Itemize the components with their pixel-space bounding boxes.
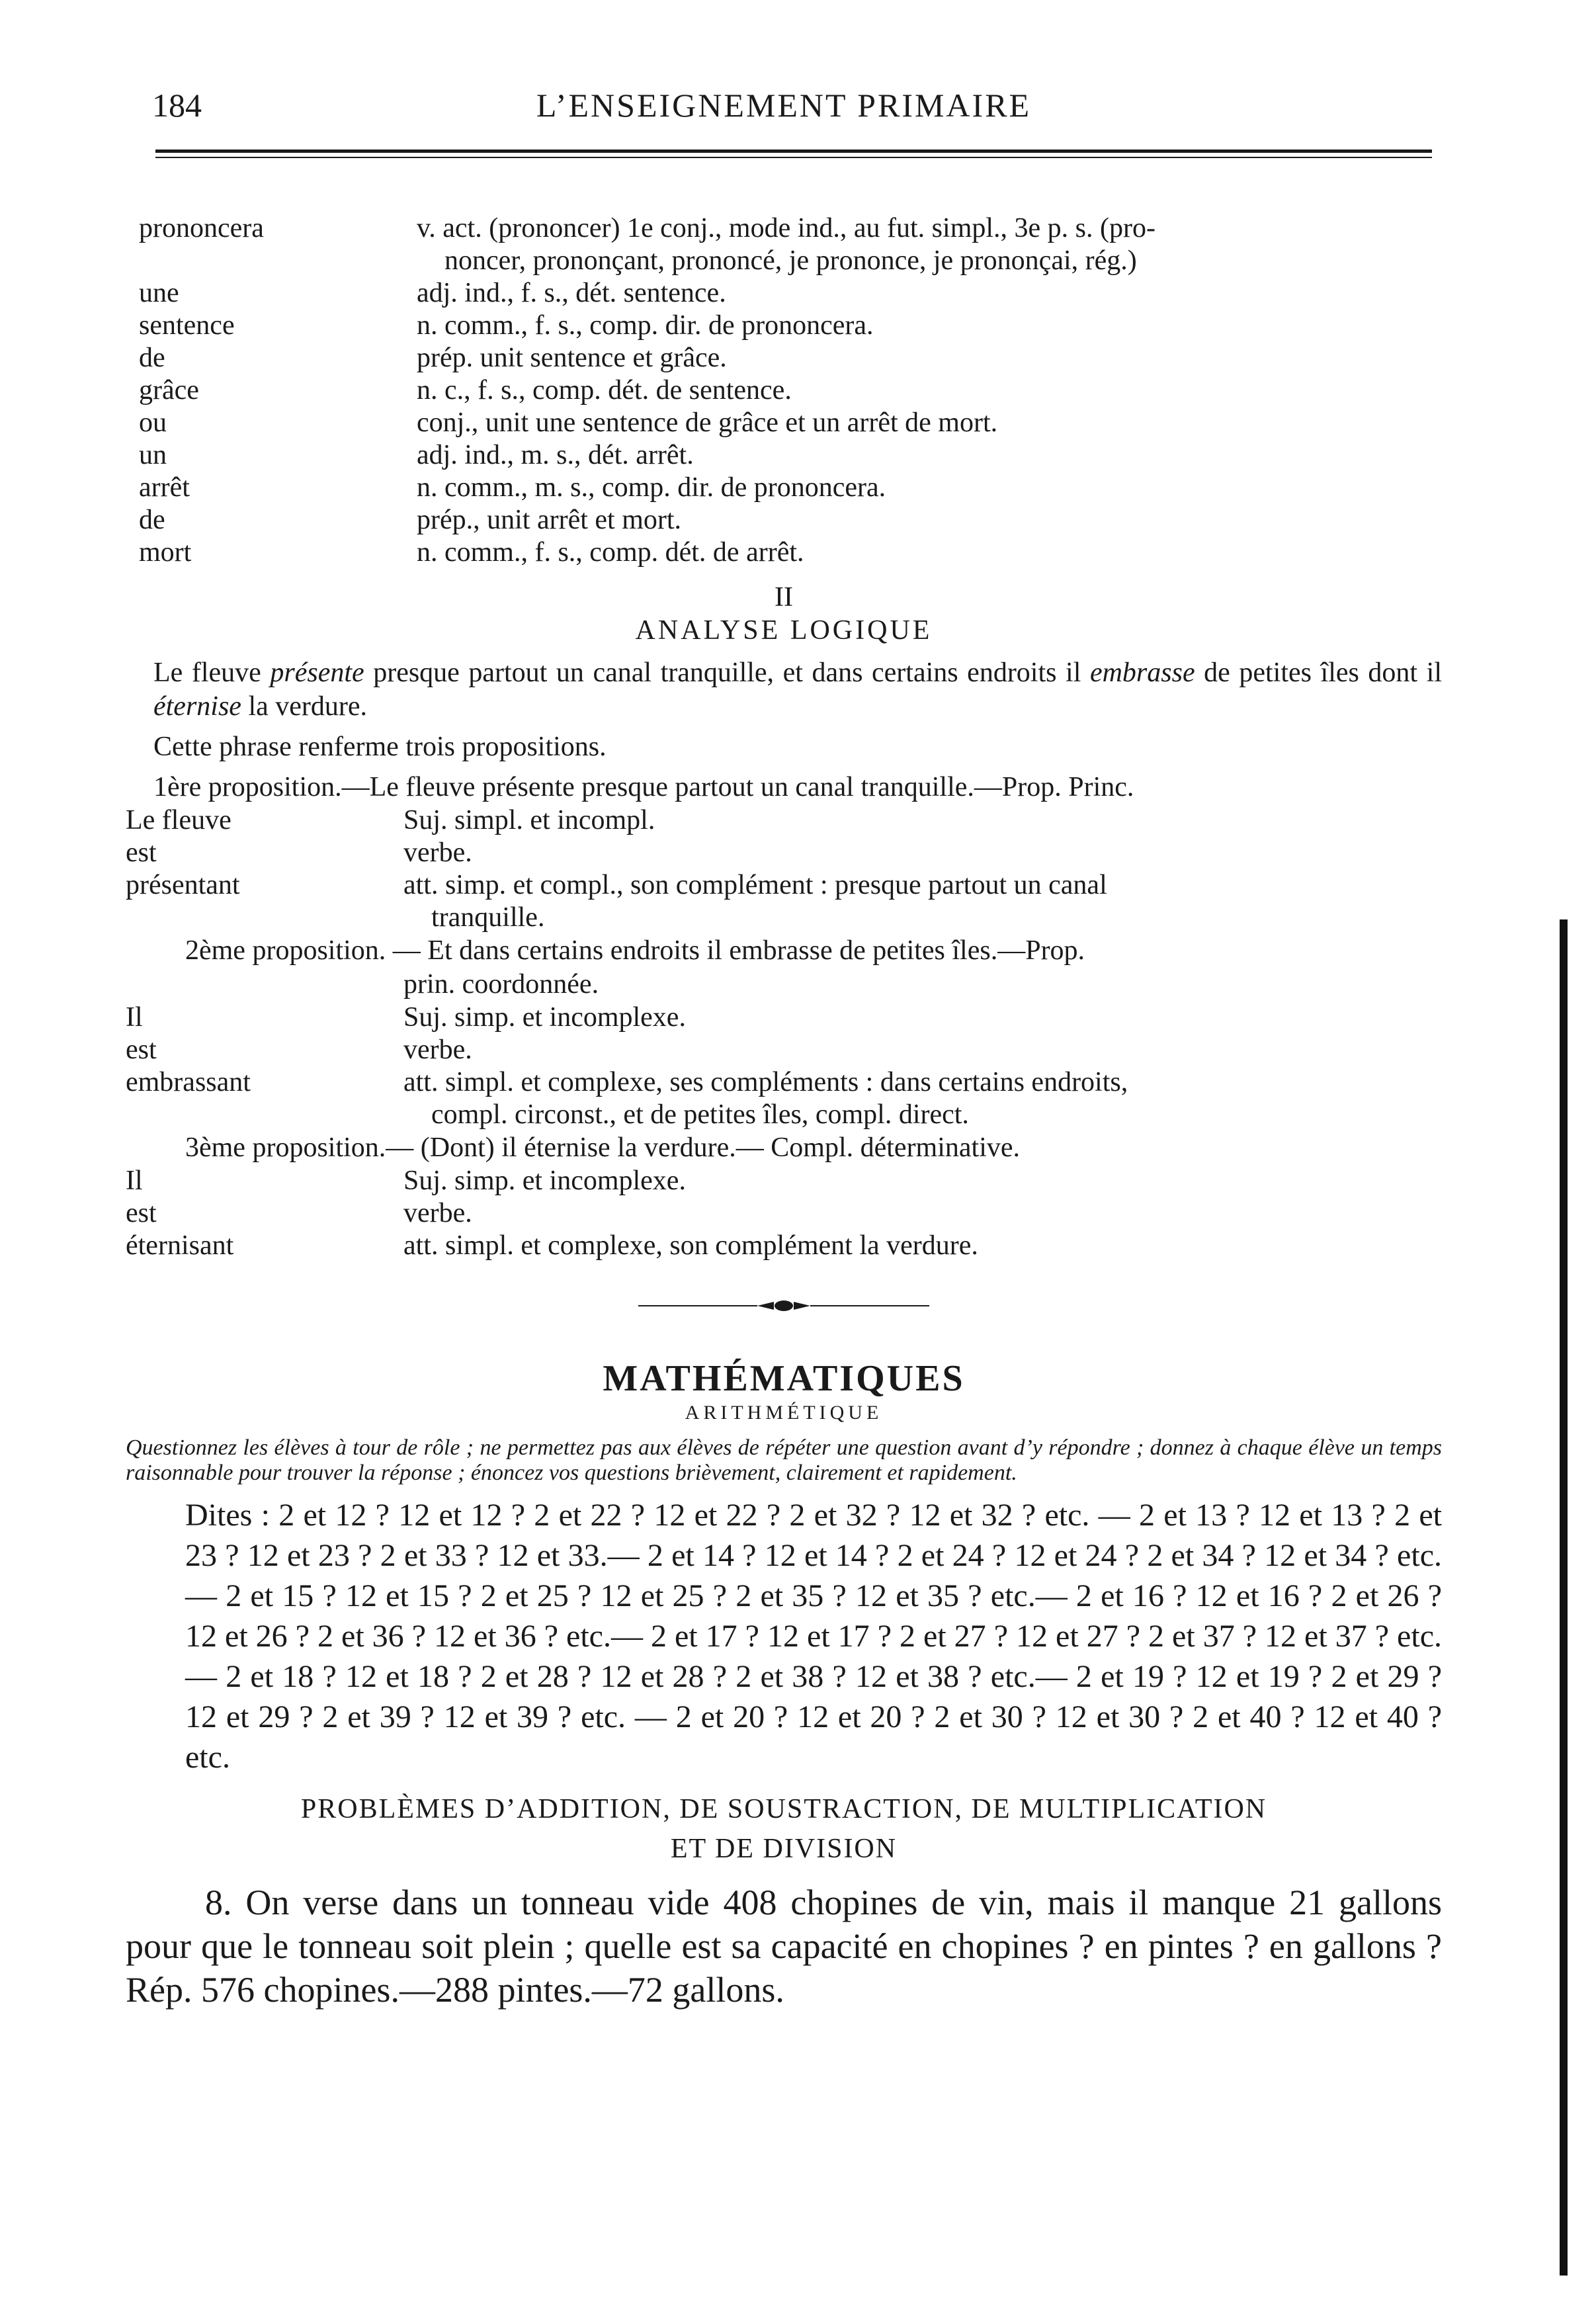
row-description: verbe. bbox=[403, 1198, 472, 1228]
row-description: n. comm., m. s., comp. dir. de prononcera. bbox=[417, 472, 886, 503]
analysis-row bbox=[139, 536, 1442, 569]
proposition-3: 3ème proposition.— (Dont) il éternise la verdure.— Compl. déterminative. bbox=[185, 1132, 1021, 1163]
row-description: verbe. bbox=[403, 1035, 472, 1065]
running-title: L’ENSEIGNEMENT PRIMAIRE bbox=[536, 87, 1032, 124]
row-word: Il bbox=[126, 1002, 143, 1033]
row-description: n. c., f. s., comp. dét. de sentence. bbox=[417, 375, 792, 405]
analysis-row bbox=[139, 212, 1442, 245]
analysis-row bbox=[126, 1197, 1442, 1230]
sentence-part: la verdure. bbox=[241, 691, 368, 722]
problem-8: 8. On verse dans un tonneau vide 408 chopines de vin, mais il manque 21 gallons pour que le tonneau soit plein ; quelle est sa capacité en chopines ? en pintes ? en gallons ? Rép. 576 chopines.—288 pintes.—72 gallons. bbox=[126, 1883, 1442, 2010]
page-number: 184 bbox=[152, 87, 202, 124]
grammar-analysis bbox=[139, 212, 1442, 569]
row-description: Suj. simp. et incomplexe. bbox=[403, 1166, 686, 1196]
row-word: ou bbox=[139, 407, 167, 438]
math-instructions: Questionnez les élèves à tour de rôle ; ne permettez pas aux élèves de répéter une question avant d’y répondre ; donnez à chaque élève un temps raisonnable pour trouver la réponse ; énoncez vos questions brièvement, clairement et rapidement. bbox=[126, 1435, 1442, 1485]
row-description: prép. unit sentence et grâce. bbox=[417, 343, 727, 373]
analysis-row bbox=[126, 1066, 1442, 1099]
row-description: Suj. simp. et incomplexe. bbox=[403, 1002, 686, 1033]
math-title: MATHÉMATIQUES bbox=[603, 1358, 965, 1399]
math-subtitle: ARITHMÉTIQUE bbox=[685, 1402, 883, 1424]
sentence-verb: éternise bbox=[153, 691, 241, 722]
row-description: noncer, prononçant, prononcé, je prononce, je prononçai, rég.) bbox=[444, 245, 1137, 276]
row-description: v. act. (prononcer) 1e conj., mode ind., au fut. simpl., 3e p. s. (pro- bbox=[417, 213, 1155, 243]
analysis-sentence bbox=[126, 656, 1442, 724]
row-word: est bbox=[126, 1035, 157, 1065]
row-word: prononcera bbox=[139, 213, 264, 243]
row-word bbox=[126, 1099, 403, 1131]
analysis-row bbox=[126, 1099, 1442, 1131]
analysis-row bbox=[126, 1034, 1442, 1066]
section-numeral: II bbox=[775, 582, 793, 613]
row-description: verbe. bbox=[403, 837, 472, 868]
row-description: compl. circonst., et de petites îles, compl. direct. bbox=[431, 1099, 969, 1130]
sentence-part: Le fleuve bbox=[153, 658, 271, 688]
row-word bbox=[139, 245, 417, 277]
row-description: n. comm., f. s., comp. dét. de arrêt. bbox=[417, 537, 804, 568]
problems-heading-2: ET DE DIVISION bbox=[670, 1834, 898, 1864]
analysis-row bbox=[126, 1230, 1442, 1262]
analysis-row bbox=[139, 374, 1442, 407]
proposition-3-rows bbox=[126, 1165, 1442, 1262]
analysis-row bbox=[139, 472, 1442, 504]
row-word: Il bbox=[126, 1166, 143, 1196]
proposition-1: 1ère proposition.—Le fleuve présente presque partout un canal tranquille.—Prop. Princ. bbox=[153, 772, 1134, 802]
page bbox=[126, 66, 1442, 2012]
sentence-verb: présente bbox=[270, 658, 364, 688]
analysis-row bbox=[126, 804, 1442, 837]
analysis-row bbox=[139, 439, 1442, 472]
analysis-row bbox=[126, 1001, 1442, 1034]
row-word: arrêt bbox=[139, 472, 190, 503]
analysis-row bbox=[139, 407, 1442, 439]
analysis-row bbox=[126, 1165, 1442, 1197]
analysis-row bbox=[139, 504, 1442, 536]
section-ornament bbox=[126, 1295, 1442, 1318]
analysis-row bbox=[126, 837, 1442, 869]
analysis-row bbox=[139, 310, 1442, 342]
row-word: une bbox=[139, 278, 179, 308]
row-description: n. comm., f. s., comp. dir. de prononcera. bbox=[417, 310, 874, 341]
ornament-divider-icon bbox=[638, 1299, 929, 1312]
analysis-heading: ANALYSE LOGIQUE bbox=[635, 615, 933, 646]
page-edge-bar bbox=[1560, 919, 1568, 2276]
problems-heading-1: PROBLÈMES D’ADDITION, DE SOUSTRACTION, DE MULTIPLICATION bbox=[300, 1794, 1267, 1824]
row-word: Le fleuve bbox=[126, 805, 231, 835]
sentence-part: presque partout un canal tranquille, et dans certains endroits il bbox=[364, 658, 1090, 688]
row-word: de bbox=[139, 505, 165, 535]
row-word: un bbox=[139, 440, 167, 470]
analysis-row bbox=[139, 342, 1442, 374]
row-word: grâce bbox=[139, 375, 199, 405]
analysis-row bbox=[139, 277, 1442, 310]
row-word: présentant bbox=[126, 870, 240, 900]
header-rule bbox=[155, 149, 1432, 158]
row-word: mort bbox=[139, 537, 192, 568]
math-drill: Dites : 2 et 12 ? 12 et 12 ? 2 et 22 ? 12 et 22 ? 2 et 32 ? 12 et 32 ? etc. — 2 et 13 ? 12 et 13 ? 2 et 23 ? 12 et 23 ? 2 et 33 ? 12 et 33.— 2 et 14 ? 12 et 14 ? 2 et 24 ? 12 et 24 ? 2 et 34 ? 12 et 34 ? etc.— 2 et 15 ? 12 et 15 ? 2 et 25 ? 12 et 25 ? 2 et 35 ? 12 et 35 ? etc.— 2 et 16 ? 12 et 16 ? 2 et 26 ? 12 et 26 ? 2 et 36 ? 12 et 36 ? etc.— 2 et 17 ? 12 et 17 ? 2 et 27 ? 12 et 27 ? 2 et 37 ? 12 et 37 ? etc.— 2 et 18 ? 12 et 18 ? 2 et 28 ? 12 et 28 ? 2 et 38 ? 12 et 38 ? etc.— 2 et 19 ? 12 et 19 ? 2 et 29 ? 12 et 29 ? 2 et 39 ? 12 et 39 ? etc. — 2 et 20 ? 12 et 20 ? 2 et 30 ? 12 et 30 ? 2 et 40 ? 12 et 40 ? etc. bbox=[185, 1498, 1442, 1775]
proposition-2-rows bbox=[126, 1001, 1442, 1131]
sentence-part: de petites îles dont il bbox=[1195, 658, 1442, 688]
row-description: att. simp. et compl., son complément : presque partout un canal bbox=[403, 870, 1107, 900]
row-word: de bbox=[139, 343, 165, 373]
proposition-2: 2ème proposition. — Et dans certains endroits il embrasse de petites îles.—Prop. bbox=[185, 935, 1085, 966]
analysis-row bbox=[126, 902, 1442, 934]
running-header bbox=[126, 66, 1442, 126]
row-word: éternisant bbox=[126, 1230, 234, 1261]
proposition-1-rows bbox=[126, 804, 1442, 934]
row-description: prép., unit arrêt et mort. bbox=[417, 505, 682, 535]
sentence-verb: embrasse bbox=[1089, 658, 1195, 688]
row-description: adj. ind., f. s., dét. sentence. bbox=[417, 278, 726, 308]
analysis-row bbox=[139, 245, 1442, 277]
proposition-count: Cette phrase renferme trois propositions. bbox=[153, 732, 607, 762]
row-word: embrassant bbox=[126, 1067, 251, 1097]
row-description: Suj. simpl. et incompl. bbox=[403, 805, 655, 835]
row-word: est bbox=[126, 837, 157, 868]
analysis-row bbox=[126, 869, 1442, 902]
row-description: att. simpl. et complexe, ses compléments : dans certains endroits, bbox=[403, 1067, 1128, 1097]
row-word: sentence bbox=[139, 310, 235, 341]
row-description: conj., unit une sentence de grâce et un arrêt de mort. bbox=[417, 407, 998, 438]
row-word bbox=[126, 902, 403, 934]
row-description: adj. ind., m. s., dét. arrêt. bbox=[417, 440, 694, 470]
proposition-2-cont: prin. coordonnée. bbox=[403, 969, 599, 1000]
row-description: att. simpl. et complexe, son complément la verdure. bbox=[403, 1230, 978, 1261]
row-word: est bbox=[126, 1198, 157, 1228]
row-description: tranquille. bbox=[431, 902, 545, 933]
